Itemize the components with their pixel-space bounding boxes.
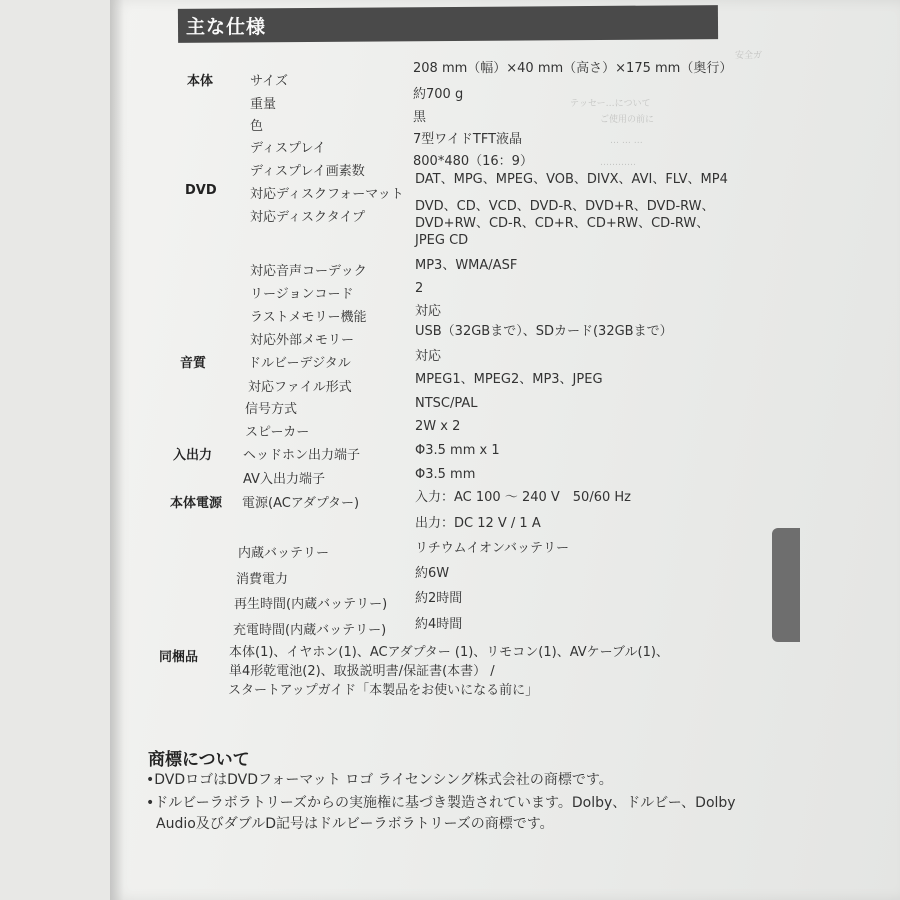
spec-key-display: ディスプレイ xyxy=(250,141,326,156)
spec-key-color: 色 xyxy=(250,119,264,134)
category-main-body: 本体 xyxy=(187,74,214,89)
spec-key-playback-time: 再生時間(内蔵バッテリー) xyxy=(234,597,388,612)
category-dvd: DVD xyxy=(185,183,217,198)
spec-value-weight: 約700 g xyxy=(413,87,464,102)
bleed-text-2: テッセー…について xyxy=(570,99,651,109)
spec-value-power-output: 出力：DC 12 V / 1 A xyxy=(415,516,541,531)
trademark-line3: Audio及びダブルD記号はドルビーラボラトリーズの商標です。 xyxy=(156,816,554,832)
bleed-text-4: … … … xyxy=(610,136,643,146)
spec-key-signal: 信号方式 xyxy=(245,402,298,417)
spec-key-weight: 重量 xyxy=(250,97,277,112)
spec-value-charge-time: 約4時間 xyxy=(415,617,463,632)
spec-key-disc-format: 対応ディスクフォーマット xyxy=(250,187,404,202)
spec-value-av-port: Φ3.5 mm xyxy=(415,467,476,482)
trademark-line2: •ドルビーラボラトリーズからの実施権に基づき製造されています。Dolby、ドルビー、Dolby xyxy=(146,795,736,811)
spec-value-color: 黒 xyxy=(413,110,427,125)
spec-value-region-code: 2 xyxy=(415,281,424,296)
spec-value-consumption: 約6W xyxy=(415,566,450,581)
spec-key-disc-type: 対応ディスクタイプ xyxy=(250,210,366,225)
spec-key-charge-time: 充電時間(内蔵バッテリー) xyxy=(233,623,387,638)
spec-value-power-input: 入力：AC 100 ～ 240 V 50/60 Hz xyxy=(415,490,631,505)
bundled-items-line1: 本体(1)、イヤホン(1)、ACアダプター (1)、リモコン(1)、AVケーブル(1)、 xyxy=(229,645,669,660)
spec-value-display: 7型ワイドTFT液晶 xyxy=(413,132,523,147)
bleed-text-3: ご使用の前に xyxy=(600,115,655,125)
category-bundled: 同梱品 xyxy=(159,650,199,665)
spec-key-speaker: スピーカー xyxy=(245,425,310,440)
spec-value-disc-type-line2: DVD+RW、CD-R、CD+R、CD+RW、CD-RW、 xyxy=(415,216,710,231)
spec-key-battery: 内蔵バッテリー xyxy=(238,546,330,561)
bleed-text-5: ………… xyxy=(600,158,636,168)
spec-key-external-memory: 対応外部メモリー xyxy=(250,333,355,348)
spec-value-size: 208 mm（幅）×40 mm（高さ）×175 mm（奥行） xyxy=(413,61,733,76)
category-io: 入出力 xyxy=(173,448,213,463)
bundled-items-line3: スタートアップガイド「本製品をお使いになる前に」 xyxy=(228,683,539,698)
spec-key-region-code: リージョンコード xyxy=(250,287,354,302)
trademark-heading: 商標について xyxy=(148,750,250,770)
spec-value-playback-time: 約2時間 xyxy=(415,591,463,606)
category-power: 本体電源 xyxy=(170,496,223,511)
spec-key-last-memory: ラストメモリー機能 xyxy=(250,310,367,325)
spec-key-power-adapter: 電源(ACアダプター) xyxy=(242,496,360,511)
page-tab-marker xyxy=(772,528,800,642)
spec-key-resolution: ディスプレイ画素数 xyxy=(250,164,365,179)
page-title: 主な仕様 xyxy=(186,16,267,38)
category-audio: 音質 xyxy=(180,356,207,371)
spec-value-dolby: 対応 xyxy=(415,349,442,364)
spec-key-dolby: ドルビーデジタル xyxy=(248,356,351,371)
spec-key-av-port: AV入出力端子 xyxy=(243,472,325,487)
spec-value-resolution: 800*480（16：9） xyxy=(413,154,533,169)
spec-value-file-format: MPEG1、MPEG2、MP3、JPEG xyxy=(415,372,603,387)
spec-value-signal: NTSC/PAL xyxy=(415,396,478,411)
spec-key-audio-codec: 対応音声コーデック xyxy=(250,264,367,279)
spec-value-headphone: Φ3.5 mm x 1 xyxy=(415,443,500,458)
spec-value-speaker: 2W x 2 xyxy=(415,419,461,434)
spec-key-headphone: ヘッドホン出力端子 xyxy=(243,448,361,463)
page-fold-shadow xyxy=(110,0,124,900)
spec-key-consumption: 消費電力 xyxy=(236,572,289,587)
spec-value-audio-codec: MP3、WMA/ASF xyxy=(415,258,518,273)
trademark-line1: •DVDロゴはDVDフォーマット ロゴ ライセンシング株式会社の商標です。 xyxy=(146,772,613,788)
spec-key-file-format: 対応ファイル形式 xyxy=(248,380,352,395)
spec-value-disc-type-line1: DVD、CD、VCD、DVD-R、DVD+R、DVD-RW、 xyxy=(415,199,715,214)
spec-value-last-memory: 対応 xyxy=(415,304,442,319)
spec-value-disc-format: DAT、MPG、MPEG、VOB、DIVX、AVI、FLV、MP4 xyxy=(415,172,728,187)
spec-value-battery: リチウムイオンバッテリー xyxy=(415,541,570,556)
spec-value-external-memory: USB（32GBまで）、SDカード(32GBまで） xyxy=(415,324,673,339)
bleed-text-1: 安全ガ xyxy=(735,51,763,61)
spec-key-size: サイズ xyxy=(250,74,288,89)
bundled-items-line2: 単4形乾電池(2)、取扱説明書/保証書(本書） / xyxy=(229,664,495,679)
spec-value-disc-type-line3: JPEG CD xyxy=(415,233,469,248)
